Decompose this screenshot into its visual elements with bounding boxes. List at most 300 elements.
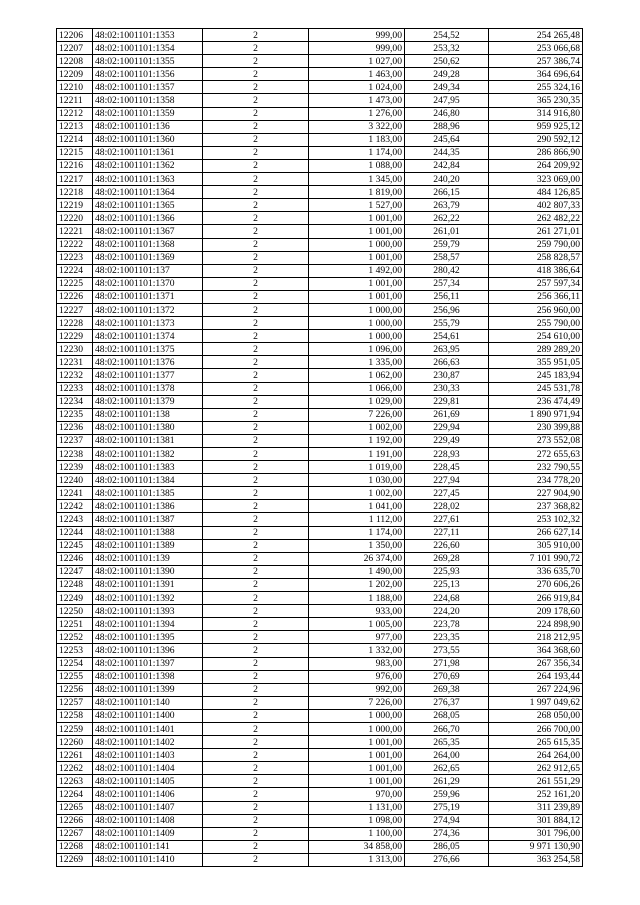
group-code-cell: 2: [203, 749, 309, 762]
row-number-cell: 12217: [57, 173, 93, 186]
specific-value-cell: 244,35: [405, 146, 489, 159]
table-row: [57, 146, 583, 159]
cadastral-number-cell: 48:02:1001101:1379: [93, 395, 203, 408]
table-row: [57, 395, 583, 408]
cadastral-value-cell: 301 796,00: [489, 827, 583, 840]
area-value-cell: 999,00: [309, 29, 405, 42]
cadastral-value-cell: 264 209,92: [489, 159, 583, 172]
row-number-cell: 12218: [57, 186, 93, 199]
table-row: [57, 68, 583, 81]
cadastral-value-cell: 253 102,32: [489, 513, 583, 526]
specific-value-cell: 263,95: [405, 343, 489, 356]
area-value-cell: 1 100,00: [309, 827, 405, 840]
row-number-cell: 12209: [57, 68, 93, 81]
row-number-cell: 12222: [57, 238, 93, 251]
table-row: [57, 670, 583, 683]
cadastral-value-cell: 311 239,89: [489, 801, 583, 814]
area-value-cell: 1 192,00: [309, 434, 405, 447]
area-value-cell: 1 000,00: [309, 709, 405, 722]
table-row: [57, 159, 583, 172]
table-row: [57, 133, 583, 146]
table-row: [57, 618, 583, 631]
cadastral-value-cell: 218 212,95: [489, 631, 583, 644]
area-value-cell: 1 030,00: [309, 474, 405, 487]
cadastral-number-cell: 48:02:1001101:1387: [93, 513, 203, 526]
area-value-cell: 933,00: [309, 605, 405, 618]
cadastral-number-cell: 48:02:1001101:1404: [93, 762, 203, 775]
row-number-cell: 12235: [57, 408, 93, 421]
cadastral-value-cell: 1 890 971,94: [489, 408, 583, 421]
table-row: [57, 264, 583, 277]
row-number-cell: 12250: [57, 605, 93, 618]
cadastral-value-cell: 305 910,00: [489, 539, 583, 552]
row-number-cell: 12258: [57, 709, 93, 722]
specific-value-cell: 259,96: [405, 788, 489, 801]
area-value-cell: 1 001,00: [309, 251, 405, 264]
group-code-cell: 2: [203, 644, 309, 657]
specific-value-cell: 253,32: [405, 42, 489, 55]
specific-value-cell: 227,45: [405, 487, 489, 500]
specific-value-cell: 261,69: [405, 408, 489, 421]
table-row: [57, 55, 583, 68]
area-value-cell: 1 174,00: [309, 146, 405, 159]
cadastral-number-cell: 48:02:1001101:1364: [93, 186, 203, 199]
cadastral-number-cell: 48:02:1001101:1376: [93, 356, 203, 369]
row-number-cell: 12214: [57, 133, 93, 146]
row-number-cell: 12244: [57, 526, 93, 539]
specific-value-cell: 225,93: [405, 565, 489, 578]
cadastral-value-cell: 314 916,80: [489, 107, 583, 120]
cadastral-number-cell: 48:02:1001101:1396: [93, 644, 203, 657]
group-code-cell: 2: [203, 696, 309, 709]
table-row: [57, 683, 583, 696]
area-value-cell: 1 131,00: [309, 801, 405, 814]
specific-value-cell: 240,20: [405, 173, 489, 186]
table-row: [57, 461, 583, 474]
group-code-cell: 2: [203, 853, 309, 866]
table-row: [57, 827, 583, 840]
cadastral-number-cell: 48:02:1001101:1378: [93, 382, 203, 395]
row-number-cell: 12221: [57, 225, 93, 238]
cadastral-value-cell: 273 552,08: [489, 434, 583, 447]
area-value-cell: 34 858,00: [309, 840, 405, 853]
cadastral-value-cell: 364 696,64: [489, 68, 583, 81]
table-row: [57, 421, 583, 434]
table-row: [57, 657, 583, 670]
row-number-cell: 12212: [57, 107, 93, 120]
area-value-cell: 1 463,00: [309, 68, 405, 81]
table-row: [57, 199, 583, 212]
specific-value-cell: 254,52: [405, 29, 489, 42]
cadastral-number-cell: 48:02:1001101:1361: [93, 146, 203, 159]
group-code-cell: 2: [203, 552, 309, 565]
cadastral-number-cell: 48:02:1001101:1369: [93, 251, 203, 264]
table-row: [57, 343, 583, 356]
row-number-cell: 12220: [57, 212, 93, 225]
row-number-cell: 12210: [57, 81, 93, 94]
cadastral-value-cell: 262 912,65: [489, 762, 583, 775]
table-row: [57, 251, 583, 264]
cadastral-value-cell: 267 224,96: [489, 683, 583, 696]
cadastral-value-cell: 254 610,00: [489, 330, 583, 343]
row-number-cell: 12263: [57, 775, 93, 788]
group-code-cell: 2: [203, 94, 309, 107]
cadastral-value-cell: 290 592,12: [489, 133, 583, 146]
group-code-cell: 2: [203, 225, 309, 238]
cadastral-value-cell: 363 254,58: [489, 853, 583, 866]
cadastral-number-cell: 48:02:1001101:1391: [93, 578, 203, 591]
table-row: [57, 775, 583, 788]
area-value-cell: 1 313,00: [309, 853, 405, 866]
table-row: [57, 578, 583, 591]
group-code-cell: 2: [203, 487, 309, 500]
row-number-cell: 12240: [57, 474, 93, 487]
cadastral-value-table: [56, 28, 583, 867]
cadastral-value-cell: 268 050,00: [489, 709, 583, 722]
cadastral-value-cell: 262 482,22: [489, 212, 583, 225]
cadastral-value-cell: 270 606,26: [489, 578, 583, 591]
specific-value-cell: 266,15: [405, 186, 489, 199]
row-number-cell: 12231: [57, 356, 93, 369]
cadastral-value-cell: 272 655,63: [489, 448, 583, 461]
cadastral-value-cell: 484 126,85: [489, 186, 583, 199]
specific-value-cell: 286,05: [405, 840, 489, 853]
specific-value-cell: 249,28: [405, 68, 489, 81]
area-value-cell: 1 066,00: [309, 382, 405, 395]
area-value-cell: 983,00: [309, 657, 405, 670]
specific-value-cell: 249,34: [405, 81, 489, 94]
cadastral-number-cell: 48:02:1001101:1372: [93, 303, 203, 316]
group-code-cell: 2: [203, 539, 309, 552]
table-row: [57, 539, 583, 552]
area-value-cell: 1 819,00: [309, 186, 405, 199]
group-code-cell: 2: [203, 159, 309, 172]
row-number-cell: 12215: [57, 146, 93, 159]
area-value-cell: 1 096,00: [309, 343, 405, 356]
cadastral-value-cell: 259 790,00: [489, 238, 583, 251]
specific-value-cell: 228,02: [405, 500, 489, 513]
cadastral-number-cell: 48:02:1001101:1357: [93, 81, 203, 94]
cadastral-number-cell: 48:02:1001101:1371: [93, 290, 203, 303]
cadastral-value-cell: 254 265,48: [489, 29, 583, 42]
table-row: [57, 552, 583, 565]
group-code-cell: 2: [203, 408, 309, 421]
cadastral-number-cell: 48:02:1001101:137: [93, 264, 203, 277]
area-value-cell: 1 000,00: [309, 317, 405, 330]
specific-value-cell: 261,29: [405, 775, 489, 788]
group-code-cell: 2: [203, 133, 309, 146]
area-value-cell: 1 473,00: [309, 94, 405, 107]
table-row: [57, 382, 583, 395]
cadastral-number-cell: 48:02:1001101:140: [93, 696, 203, 709]
cadastral-value-cell: 267 356,34: [489, 657, 583, 670]
area-value-cell: 3 322,00: [309, 120, 405, 133]
table-row: [57, 474, 583, 487]
cadastral-number-cell: 48:02:1001101:1394: [93, 618, 203, 631]
area-value-cell: 1 001,00: [309, 775, 405, 788]
specific-value-cell: 263,79: [405, 199, 489, 212]
cadastral-number-cell: 48:02:1001101:1355: [93, 55, 203, 68]
row-number-cell: 12248: [57, 578, 93, 591]
area-value-cell: 1 527,00: [309, 199, 405, 212]
area-value-cell: 1 027,00: [309, 55, 405, 68]
cadastral-value-cell: 336 635,70: [489, 565, 583, 578]
specific-value-cell: 276,37: [405, 696, 489, 709]
cadastral-value-cell: 245 183,94: [489, 369, 583, 382]
row-number-cell: 12206: [57, 29, 93, 42]
group-code-cell: 2: [203, 801, 309, 814]
cadastral-value-cell: 9 971 130,90: [489, 840, 583, 853]
group-code-cell: 2: [203, 303, 309, 316]
table-row: [57, 709, 583, 722]
group-code-cell: 2: [203, 709, 309, 722]
row-number-cell: 12259: [57, 722, 93, 735]
table-row: [57, 369, 583, 382]
specific-value-cell: 229,81: [405, 395, 489, 408]
cadastral-number-cell: 48:02:1001101:1392: [93, 592, 203, 605]
cadastral-number-cell: 48:02:1001101:1399: [93, 683, 203, 696]
cadastral-number-cell: 48:02:1001101:1401: [93, 722, 203, 735]
row-number-cell: 12219: [57, 199, 93, 212]
group-code-cell: 2: [203, 264, 309, 277]
row-number-cell: 12268: [57, 840, 93, 853]
cadastral-value-cell: 234 778,20: [489, 474, 583, 487]
specific-value-cell: 275,19: [405, 801, 489, 814]
specific-value-cell: 269,38: [405, 683, 489, 696]
row-number-cell: 12255: [57, 670, 93, 683]
group-code-cell: 2: [203, 736, 309, 749]
cadastral-value-cell: 245 531,78: [489, 382, 583, 395]
cadastral-number-cell: 48:02:1001101:1402: [93, 736, 203, 749]
table-row: [57, 120, 583, 133]
table-row: [57, 330, 583, 343]
group-code-cell: 2: [203, 827, 309, 840]
specific-value-cell: 256,96: [405, 303, 489, 316]
area-value-cell: 1 188,00: [309, 592, 405, 605]
cadastral-value-cell: 230 399,88: [489, 421, 583, 434]
area-value-cell: 970,00: [309, 788, 405, 801]
cadastral-number-cell: 48:02:1001101:1403: [93, 749, 203, 762]
table-row: [57, 853, 583, 866]
group-code-cell: 2: [203, 290, 309, 303]
specific-value-cell: 266,63: [405, 356, 489, 369]
row-number-cell: 12211: [57, 94, 93, 107]
group-code-cell: 2: [203, 356, 309, 369]
group-code-cell: 2: [203, 421, 309, 434]
table-row: [57, 356, 583, 369]
cadastral-value-cell: 355 951,05: [489, 356, 583, 369]
cadastral-value-cell: 959 925,12: [489, 120, 583, 133]
cadastral-number-cell: 48:02:1001101:1377: [93, 369, 203, 382]
row-number-cell: 12251: [57, 618, 93, 631]
table-row: [57, 408, 583, 421]
cadastral-number-cell: 48:02:1001101:138: [93, 408, 203, 421]
group-code-cell: 2: [203, 565, 309, 578]
specific-value-cell: 274,94: [405, 814, 489, 827]
table-row: [57, 762, 583, 775]
specific-value-cell: 274,36: [405, 827, 489, 840]
group-code-cell: 2: [203, 474, 309, 487]
specific-value-cell: 225,13: [405, 578, 489, 591]
row-number-cell: 12236: [57, 421, 93, 434]
area-value-cell: 1 002,00: [309, 421, 405, 434]
table-row: [57, 94, 583, 107]
specific-value-cell: 228,93: [405, 448, 489, 461]
area-value-cell: 7 226,00: [309, 696, 405, 709]
cadastral-value-cell: 266 919,84: [489, 592, 583, 605]
area-value-cell: 1 024,00: [309, 81, 405, 94]
table-row: [57, 592, 583, 605]
row-number-cell: 12230: [57, 343, 93, 356]
cadastral-number-cell: 48:02:1001101:1410: [93, 853, 203, 866]
cadastral-number-cell: 48:02:1001101:1388: [93, 526, 203, 539]
cadastral-value-cell: 261 271,01: [489, 225, 583, 238]
area-value-cell: 1 001,00: [309, 290, 405, 303]
table-row: [57, 107, 583, 120]
table-row: [57, 513, 583, 526]
specific-value-cell: 266,70: [405, 722, 489, 735]
group-code-cell: 2: [203, 775, 309, 788]
area-value-cell: 1 000,00: [309, 330, 405, 343]
specific-value-cell: 270,69: [405, 670, 489, 683]
table-row: [57, 434, 583, 447]
cadastral-number-cell: 48:02:1001101:1354: [93, 42, 203, 55]
row-number-cell: 12247: [57, 565, 93, 578]
cadastral-value-cell: 258 828,57: [489, 251, 583, 264]
specific-value-cell: 262,22: [405, 212, 489, 225]
group-code-cell: 2: [203, 618, 309, 631]
cadastral-number-cell: 48:02:1001101:1367: [93, 225, 203, 238]
specific-value-cell: 226,60: [405, 539, 489, 552]
cadastral-number-cell: 48:02:1001101:1408: [93, 814, 203, 827]
cadastral-value-cell: 255 790,00: [489, 317, 583, 330]
row-number-cell: 12233: [57, 382, 93, 395]
row-number-cell: 12237: [57, 434, 93, 447]
table-row: [57, 696, 583, 709]
group-code-cell: 2: [203, 434, 309, 447]
area-value-cell: 1 191,00: [309, 448, 405, 461]
table-row: [57, 173, 583, 186]
area-value-cell: 1 350,00: [309, 539, 405, 552]
cadastral-value-cell: 261 551,29: [489, 775, 583, 788]
row-number-cell: 12269: [57, 853, 93, 866]
specific-value-cell: 264,00: [405, 749, 489, 762]
row-number-cell: 12239: [57, 461, 93, 474]
area-value-cell: 1 345,00: [309, 173, 405, 186]
table-row: [57, 749, 583, 762]
table-row: [57, 736, 583, 749]
area-value-cell: 1 001,00: [309, 277, 405, 290]
row-number-cell: 12264: [57, 788, 93, 801]
area-value-cell: 1 490,00: [309, 565, 405, 578]
specific-value-cell: 271,98: [405, 657, 489, 670]
cadastral-number-cell: 48:02:1001101:1360: [93, 133, 203, 146]
cadastral-value-cell: 301 884,12: [489, 814, 583, 827]
area-value-cell: 1 000,00: [309, 722, 405, 735]
table-row: [57, 290, 583, 303]
group-code-cell: 2: [203, 461, 309, 474]
table-row: [57, 225, 583, 238]
area-value-cell: 1 001,00: [309, 736, 405, 749]
area-value-cell: 999,00: [309, 42, 405, 55]
row-number-cell: 12267: [57, 827, 93, 840]
specific-value-cell: 259,79: [405, 238, 489, 251]
cadastral-value-cell: 364 368,60: [489, 644, 583, 657]
row-number-cell: 12232: [57, 369, 93, 382]
cadastral-number-cell: 48:02:1001101:1405: [93, 775, 203, 788]
table-row: [57, 186, 583, 199]
specific-value-cell: 227,61: [405, 513, 489, 526]
cadastral-value-cell: 264 264,00: [489, 749, 583, 762]
row-number-cell: 12229: [57, 330, 93, 343]
table-row: [57, 788, 583, 801]
cadastral-number-cell: 48:02:1001101:1356: [93, 68, 203, 81]
cadastral-value-cell: 265 615,35: [489, 736, 583, 749]
area-value-cell: 1 005,00: [309, 618, 405, 631]
cadastral-number-cell: 48:02:1001101:1353: [93, 29, 203, 42]
cadastral-value-cell: 266 627,14: [489, 526, 583, 539]
table-row: [57, 500, 583, 513]
specific-value-cell: 268,05: [405, 709, 489, 722]
row-number-cell: 12246: [57, 552, 93, 565]
cadastral-number-cell: 48:02:1001101:1358: [93, 94, 203, 107]
group-code-cell: 2: [203, 317, 309, 330]
area-value-cell: 1 041,00: [309, 500, 405, 513]
table-row: [57, 722, 583, 735]
specific-value-cell: 256,11: [405, 290, 489, 303]
area-value-cell: 992,00: [309, 683, 405, 696]
row-number-cell: 12207: [57, 42, 93, 55]
group-code-cell: 2: [203, 81, 309, 94]
row-number-cell: 12216: [57, 159, 93, 172]
area-value-cell: 976,00: [309, 670, 405, 683]
table-row: [57, 487, 583, 500]
specific-value-cell: 227,94: [405, 474, 489, 487]
specific-value-cell: 246,80: [405, 107, 489, 120]
row-number-cell: 12261: [57, 749, 93, 762]
group-code-cell: 2: [203, 592, 309, 605]
cadastral-value-cell: 227 904,90: [489, 487, 583, 500]
cadastral-value-cell: 289 289,20: [489, 343, 583, 356]
area-value-cell: 1 335,00: [309, 356, 405, 369]
cadastral-value-cell: 7 101 990,72: [489, 552, 583, 565]
cadastral-number-cell: 48:02:1001101:136: [93, 120, 203, 133]
cadastral-value-cell: 253 066,68: [489, 42, 583, 55]
group-code-cell: 2: [203, 68, 309, 81]
specific-value-cell: 223,78: [405, 618, 489, 631]
specific-value-cell: 265,35: [405, 736, 489, 749]
specific-value-cell: 229,94: [405, 421, 489, 434]
specific-value-cell: 257,34: [405, 277, 489, 290]
specific-value-cell: 250,62: [405, 55, 489, 68]
group-code-cell: 2: [203, 186, 309, 199]
group-code-cell: 2: [203, 670, 309, 683]
table-row: [57, 526, 583, 539]
specific-value-cell: 280,42: [405, 264, 489, 277]
cadastral-number-cell: 48:02:1001101:1400: [93, 709, 203, 722]
group-code-cell: 2: [203, 42, 309, 55]
group-code-cell: 2: [203, 212, 309, 225]
row-number-cell: 12223: [57, 251, 93, 264]
group-code-cell: 2: [203, 330, 309, 343]
specific-value-cell: 224,68: [405, 592, 489, 605]
group-code-cell: 2: [203, 29, 309, 42]
cadastral-value-cell: 236 474,49: [489, 395, 583, 408]
group-code-cell: 2: [203, 814, 309, 827]
table-row: [57, 801, 583, 814]
group-code-cell: 2: [203, 120, 309, 133]
area-value-cell: 26 374,00: [309, 552, 405, 565]
